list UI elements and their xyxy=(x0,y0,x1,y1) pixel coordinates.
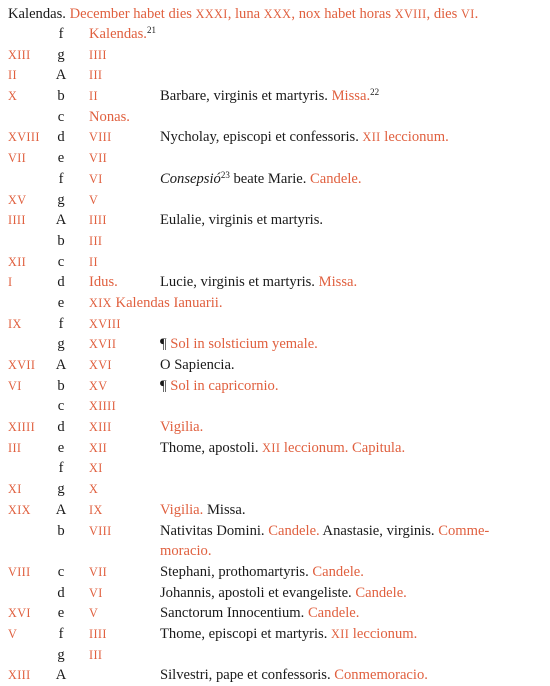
day-reckoning: III xyxy=(89,233,103,248)
calendar-row xyxy=(0,603,550,624)
feast-entry-part: Johannis, apostoli et evangeliste. xyxy=(160,584,356,601)
calendar-row xyxy=(0,562,550,583)
dominical-letter: c xyxy=(57,563,65,580)
feast-entry-part: Thome, apostoli. xyxy=(160,439,263,456)
golden-number: VI xyxy=(8,378,22,393)
calendar-row xyxy=(0,665,550,686)
day-reckoning: V xyxy=(89,192,99,207)
golden-number: V xyxy=(8,626,18,641)
feast-entry-part: Thome, episcopi et martyris. xyxy=(160,625,332,642)
calendar-row xyxy=(0,252,550,273)
feast-entry xyxy=(160,500,540,521)
dominical-letter: e xyxy=(57,294,65,311)
dominical-letter: d xyxy=(57,129,65,146)
feast-entry-part: leccionum. xyxy=(380,129,449,146)
footnote-marker: 21 xyxy=(146,25,156,35)
day-reckoning: Kalendas.$^{21}$ xyxy=(89,25,156,42)
day-reckoning: Idus. xyxy=(89,274,118,291)
dominical-letter: f xyxy=(58,625,64,642)
dominical-letter: A xyxy=(55,501,67,518)
day-reckoning: VIII xyxy=(89,130,112,145)
day-reckoning: IX xyxy=(89,502,103,517)
feast-entry-part: Silvestri, pape et confessoris. xyxy=(160,667,335,684)
day-reckoning: IIII xyxy=(89,47,107,62)
day-reckoning: VI xyxy=(89,585,103,600)
feast-entry-part: Sol in capricornio. xyxy=(170,377,279,394)
day-reckoning: XIII xyxy=(89,420,112,435)
feast-entry-part: Candele. xyxy=(307,605,360,622)
dominical-letter: e xyxy=(57,605,65,622)
feast-entry-part: XII xyxy=(331,626,350,641)
calendar-row xyxy=(0,438,550,459)
dominical-letter: b xyxy=(57,522,65,539)
feast-entry-part: Sol in solsticium yemale. xyxy=(170,336,318,353)
golden-number: XII xyxy=(8,254,27,269)
calendar-row xyxy=(0,583,550,604)
dominical-letter: e xyxy=(57,150,65,167)
golden-number: XIII xyxy=(8,47,31,62)
feast-entry-part: Stephani, prothomartyris. xyxy=(160,563,313,580)
feast-entry xyxy=(160,438,540,459)
dominical-letter: b xyxy=(57,377,65,394)
dominical-letter: d xyxy=(57,274,65,291)
day-reckoning: IIII xyxy=(89,213,107,228)
feast-entry-part: Eulalie, virginis et martyris. xyxy=(160,212,324,229)
feast-entry xyxy=(160,376,540,397)
day-reckoning: XIIII xyxy=(89,399,117,414)
day-reckoning: IIII xyxy=(89,626,107,641)
feast-entry-part: Sanctorum Innocentium. xyxy=(160,605,308,622)
calendar-row xyxy=(0,521,550,562)
calendar-row xyxy=(0,148,550,169)
calendar-row xyxy=(0,190,550,211)
golden-number: I xyxy=(8,275,13,290)
golden-number: III xyxy=(8,440,22,455)
dominical-letter: A xyxy=(55,667,67,684)
calendar-row xyxy=(0,500,550,521)
dominical-letter: g xyxy=(57,336,65,353)
day-reckoning: XVIII xyxy=(89,316,121,331)
feast-entry-part: Consepsió xyxy=(160,170,221,187)
calendar-row xyxy=(0,376,550,397)
feast-entry-part: Missa. xyxy=(203,501,246,518)
dominical-letter: f xyxy=(58,26,64,42)
feast-entry-part: ¶ xyxy=(160,336,171,353)
dominical-letter: e xyxy=(57,439,65,456)
feast-entry xyxy=(160,583,540,604)
feast-entry-part: Comme- xyxy=(438,522,490,539)
feast-entry xyxy=(160,86,540,107)
calendar-row xyxy=(0,293,550,314)
dominical-letter: g xyxy=(57,46,65,63)
day-reckoning: XV xyxy=(89,378,108,393)
day-reckoning: VII xyxy=(89,564,108,579)
golden-number: II xyxy=(8,68,17,83)
calendar-row xyxy=(0,127,550,148)
golden-number: IX xyxy=(8,316,22,331)
day-reckoning xyxy=(89,293,223,314)
day-reckoning: III xyxy=(89,647,103,662)
feast-entry-part: Missa. xyxy=(318,274,358,291)
feast-entry xyxy=(160,272,540,293)
feast-entry-part: Anastasie, virginis. xyxy=(319,522,439,539)
dominical-letter: A xyxy=(55,212,67,229)
golden-number: XIIII xyxy=(8,420,36,435)
golden-number: VIII xyxy=(8,564,31,579)
feast-entry xyxy=(160,169,540,190)
feast-entry-part: ¶ xyxy=(160,377,171,394)
feast-entry-part: Candele. xyxy=(310,170,362,187)
calendar-table xyxy=(0,24,550,686)
feast-entry-part: moracio. xyxy=(160,543,212,560)
day-reckoning: V xyxy=(89,606,99,621)
dominical-letter: g xyxy=(57,481,65,498)
golden-number: XVII xyxy=(8,358,36,372)
calendar-row xyxy=(0,86,550,107)
feast-entry xyxy=(160,624,540,645)
day-reckoning: XI xyxy=(89,461,103,476)
feast-entry-part: Missa. xyxy=(331,88,371,105)
feast-entry xyxy=(160,417,540,438)
feast-entry xyxy=(160,127,540,148)
dominical-letter: d xyxy=(57,584,65,601)
golden-number: XVI xyxy=(8,606,31,621)
feast-entry-part: Conmemoracio. xyxy=(334,667,428,684)
day-reckoning: VI xyxy=(89,171,103,186)
heading-lead: Kalendas. xyxy=(8,6,66,22)
dominical-letter: c xyxy=(57,108,65,125)
calendar-row xyxy=(0,334,550,355)
dominical-letter: g xyxy=(57,646,65,663)
calendar-row xyxy=(0,169,550,190)
golden-number: XI xyxy=(8,482,22,497)
calendar-row xyxy=(0,396,550,417)
day-reckoning: XII xyxy=(89,440,108,455)
dominical-letter: d xyxy=(57,419,65,436)
day-reckoning: III xyxy=(89,68,103,83)
feast-entry xyxy=(160,521,540,562)
day-reckoning: XVII xyxy=(89,337,117,352)
calendar-row xyxy=(0,314,550,335)
golden-number: XIII xyxy=(8,668,31,683)
feast-entry-part: O Sapiencia. xyxy=(160,357,235,373)
feast-entry-part: Nativitas Domini. xyxy=(160,522,269,539)
day-reckoning: X xyxy=(89,482,99,497)
feast-entry xyxy=(160,603,540,624)
day-reckoning: VII xyxy=(89,151,108,166)
day-reckoning-part: Kalendas Ianuarii. xyxy=(111,294,223,311)
day-reckoning: II xyxy=(89,254,98,269)
feast-entry-part: XII xyxy=(362,130,381,145)
golden-number: IIII xyxy=(8,213,26,228)
feast-entry xyxy=(160,665,540,686)
feast-entry-part: Vigilia. xyxy=(160,419,204,436)
feast-entry-part: Barbare, virginis et martyris. xyxy=(160,88,332,105)
feast-entry xyxy=(160,210,540,231)
feast-entry-part: leccionum. Capitula. xyxy=(280,439,406,456)
calendar-row xyxy=(0,231,550,252)
dominical-letter: c xyxy=(57,253,65,270)
golden-number: XVIII xyxy=(8,130,40,145)
calendar-row xyxy=(0,624,550,645)
calendar-row xyxy=(0,272,550,293)
day-reckoning: XVI xyxy=(89,358,112,372)
feast-entry xyxy=(160,355,540,376)
dominical-letter: f xyxy=(58,460,64,477)
feast-entry-part: Candele. xyxy=(312,563,364,580)
calendar-row xyxy=(0,417,550,438)
day-reckoning: VIII xyxy=(89,523,112,538)
day-reckoning: II xyxy=(89,89,98,104)
dominical-letter: c xyxy=(57,398,65,415)
calendar-row xyxy=(0,24,550,45)
dominical-letter: f xyxy=(58,315,64,332)
calendar-row xyxy=(0,210,550,231)
feast-entry-part: Candele. xyxy=(268,522,320,539)
calendar-row xyxy=(0,645,550,666)
dominical-letter: A xyxy=(55,67,67,84)
golden-number: XIX xyxy=(8,502,31,517)
feast-entry xyxy=(160,334,540,355)
month-heading xyxy=(8,4,478,24)
footnote-marker: 23 xyxy=(220,169,230,180)
footnote-marker: 22 xyxy=(370,87,380,98)
feast-entry-part: XII xyxy=(262,440,281,455)
feast-entry-part: leccionum. xyxy=(349,625,418,642)
calendar-row xyxy=(0,45,550,66)
feast-entry-part: beate Marie. xyxy=(229,170,311,187)
calendar-row xyxy=(0,355,550,376)
calendar-row xyxy=(0,107,550,128)
dominical-letter: b xyxy=(57,88,65,105)
feast-entry-part: Nycholay, episcopi et confessoris. xyxy=(160,129,363,146)
heading-rubric: December habet dies XXXI, luna XXX, nox habet horas XVIII, dies VI. xyxy=(69,6,479,22)
dominical-letter: b xyxy=(57,232,65,249)
day-reckoning: Nonas. xyxy=(89,108,130,125)
dominical-letter: f xyxy=(58,170,64,187)
calendar-row xyxy=(0,458,550,479)
dominical-letter: A xyxy=(55,357,67,373)
golden-number: X xyxy=(8,89,18,104)
feast-entry-part: Lucie, virginis et martyris. xyxy=(160,274,319,291)
dominical-letter: g xyxy=(57,191,65,208)
calendar-row xyxy=(0,479,550,500)
feast-entry-part: Vigilia. xyxy=(160,501,204,518)
feast-entry xyxy=(160,562,540,583)
golden-number: XV xyxy=(8,192,27,207)
golden-number: VII xyxy=(8,151,27,166)
calendar-row xyxy=(0,65,550,86)
feast-entry-part: Candele. xyxy=(355,584,407,601)
day-reckoning-part: XIX xyxy=(89,295,112,310)
